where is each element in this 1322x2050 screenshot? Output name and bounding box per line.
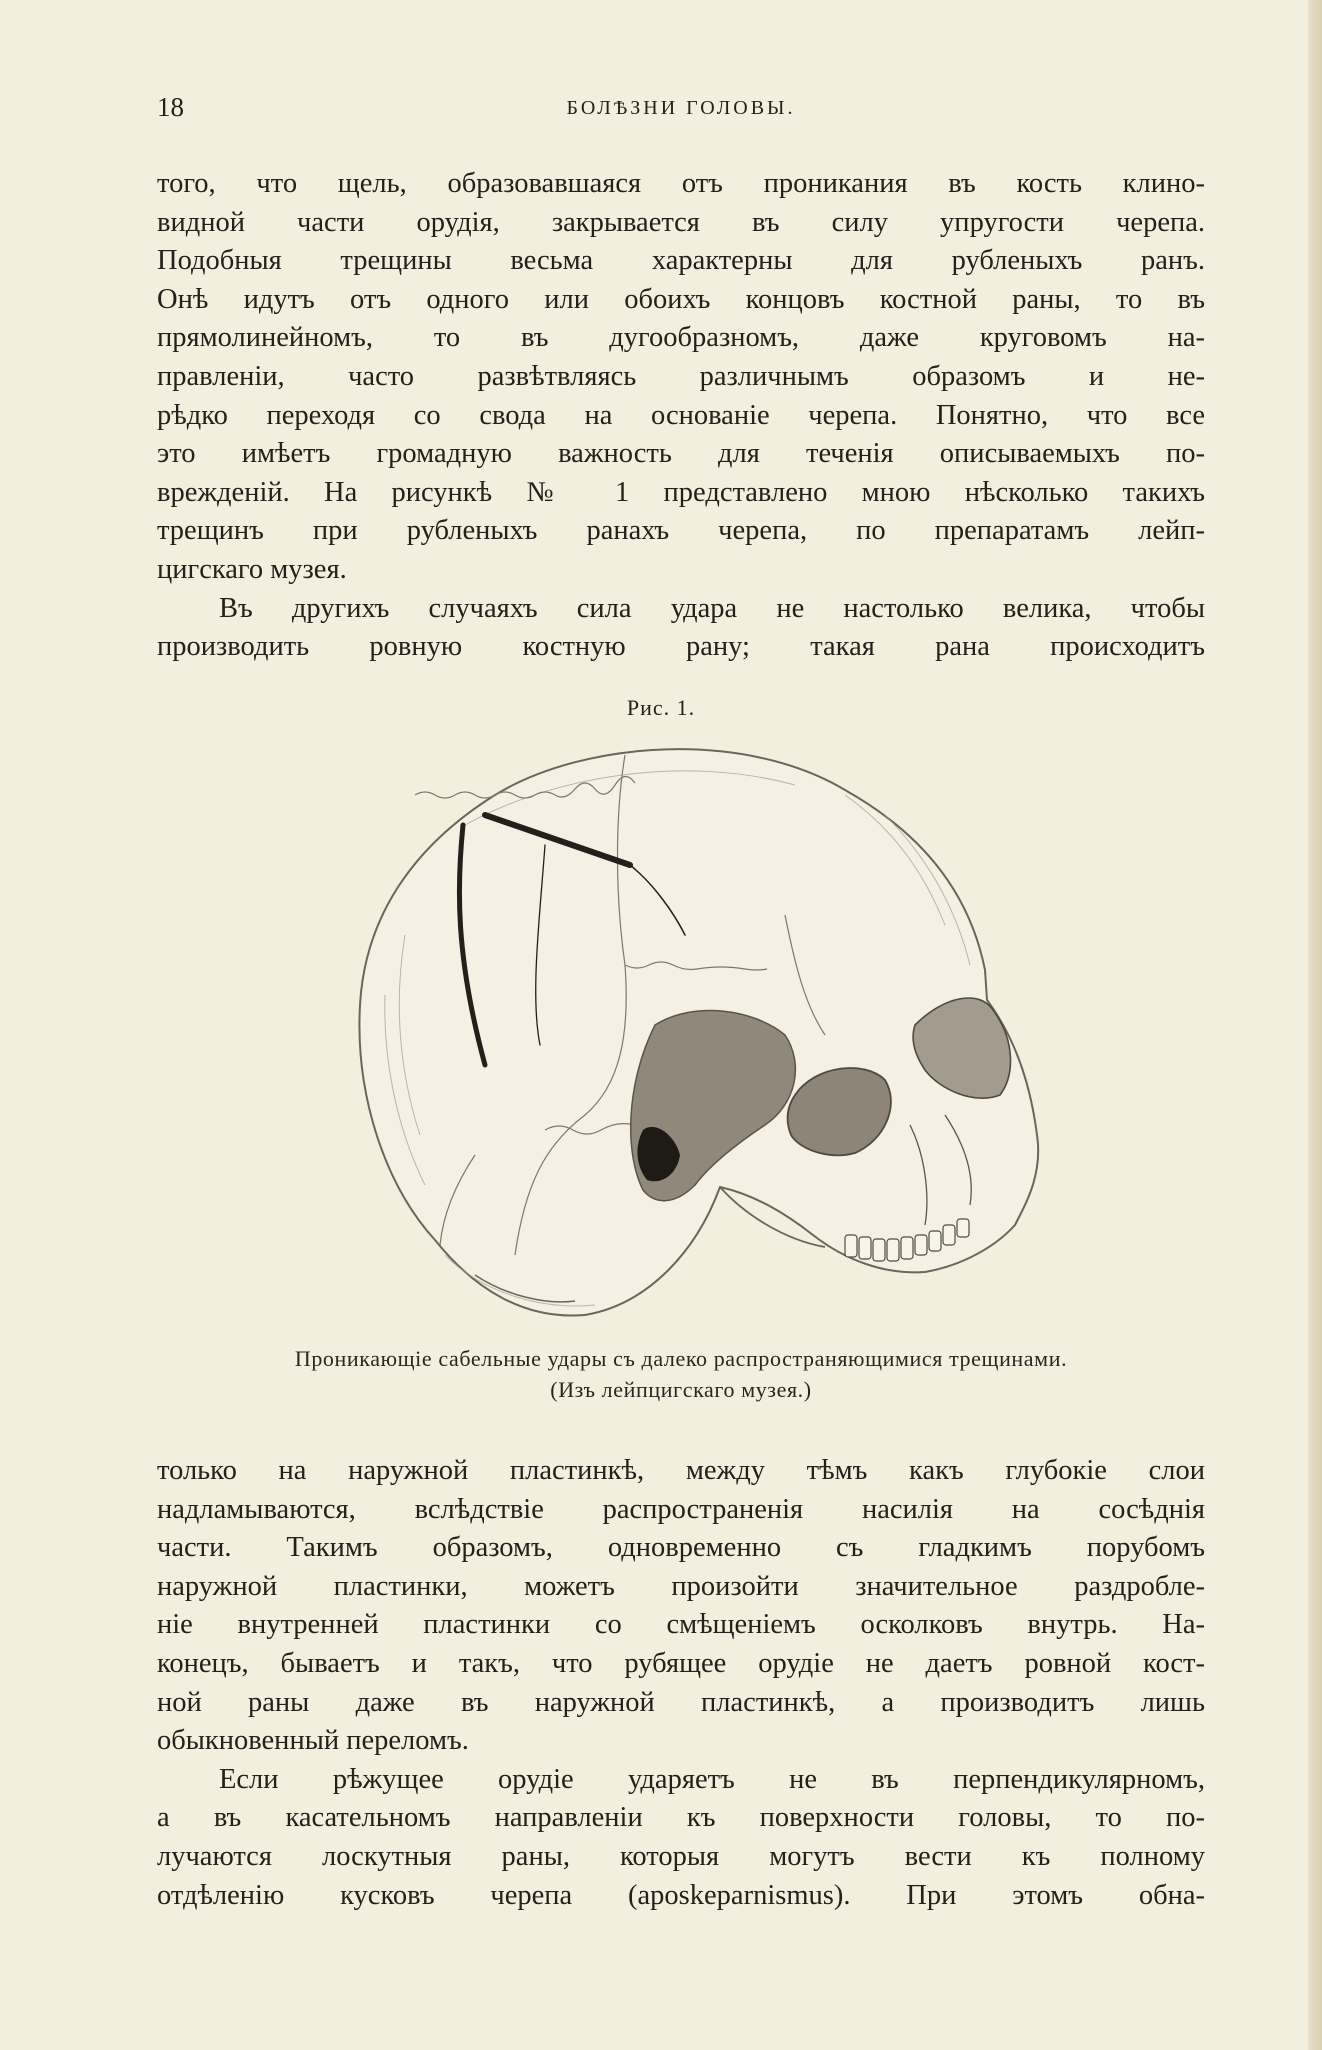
text-line: производить ровную костную рану; такая рана происходитъ	[157, 631, 1205, 663]
text-line: Въ другихъ случаяхъ сила удара не настолько велика, чтобы	[219, 592, 1205, 624]
text-line: цигскаго музея.	[157, 553, 347, 585]
caption-line: Проникающіе сабельные удары съ далеко распространяющимися трещинами.	[294, 1346, 1068, 1371]
running-title: БОЛѢЗНИ ГОЛОВЫ.	[566, 97, 796, 119]
text-line: врежденій. На рисункѣ № 1 представлено мною нѣсколько такихъ	[157, 476, 1205, 508]
text-line: ной раны даже въ наружной пластинкѣ, а производитъ лишь	[157, 1686, 1205, 1718]
text-line: только на наружной пластинкѣ, между тѣмъ какъ глубокіе слои	[157, 1455, 1205, 1486]
text-line: видной части орудія, закрывается въ силу упругости черепа.	[157, 206, 1205, 238]
text-line: ніе внутренней пластинки со смѣщеніемъ осколковъ внутрь. На-	[157, 1609, 1205, 1641]
text-line: Онѣ идутъ отъ одного или обоихъ концовъ костной раны, то въ	[157, 283, 1205, 315]
text-line: Подобныя трещины весьма характерны для рубленыхъ ранъ.	[157, 245, 1205, 277]
text-line: а въ касательномъ направленіи къ поверхности головы, то по-	[157, 1802, 1205, 1834]
body-text-top	[157, 165, 1205, 667]
text-line: надламываются, вслѣдствіе распространенія насилія на сосѣднія	[157, 1493, 1205, 1525]
text-line: обыкновенный переломъ.	[157, 1725, 469, 1757]
text-line: отдѣленію кусковъ черепа (aposkeparnismus). При этомъ обна-	[157, 1879, 1205, 1911]
caption-line: (Изъ лейпцигскаго музея.)	[550, 1377, 812, 1402]
running-head	[157, 92, 1205, 132]
text-line: правленіи, часто развѣтвляясь различнымъ образомъ и не-	[157, 360, 1205, 392]
text-line: рѣдко переходя со свода на основаніе черепа. Понятно, что все	[157, 399, 1205, 431]
text-line: лучаются лоскутныя раны, которыя могутъ вести къ полному	[157, 1840, 1205, 1872]
text-line: это имѣетъ громадную важность для теченія описываемыхъ по-	[157, 438, 1205, 470]
text-line: конецъ, бываетъ и такъ, что рубящее орудіе не даетъ ровной кост-	[157, 1647, 1205, 1679]
skull-illustration	[325, 735, 1045, 1325]
text-line: части. Такимъ образомъ, одновременно съ гладкимъ порубомъ	[157, 1532, 1205, 1564]
text-line: наружной пластинки, можетъ произойти значительное раздробле-	[157, 1570, 1205, 1602]
figure-label: Рис. 1.	[626, 695, 696, 720]
page-number: 18	[157, 92, 184, 122]
text-line: трещинъ при рубленыхъ ранахъ черепа, по препаратамъ лейп-	[157, 515, 1205, 547]
text-line: прямолинейномъ, то въ дугообразномъ, даже круговомъ на-	[157, 322, 1205, 354]
page-edge	[1308, 0, 1322, 2050]
figure-caption	[157, 1343, 1205, 1405]
text-line: Если рѣжущее орудіе ударяетъ не въ перпендикулярномъ,	[219, 1763, 1205, 1795]
text-line: того, что щель, образовавшаяся отъ проникания въ кость клино-	[157, 168, 1205, 199]
body-text-bottom	[157, 1452, 1205, 1915]
